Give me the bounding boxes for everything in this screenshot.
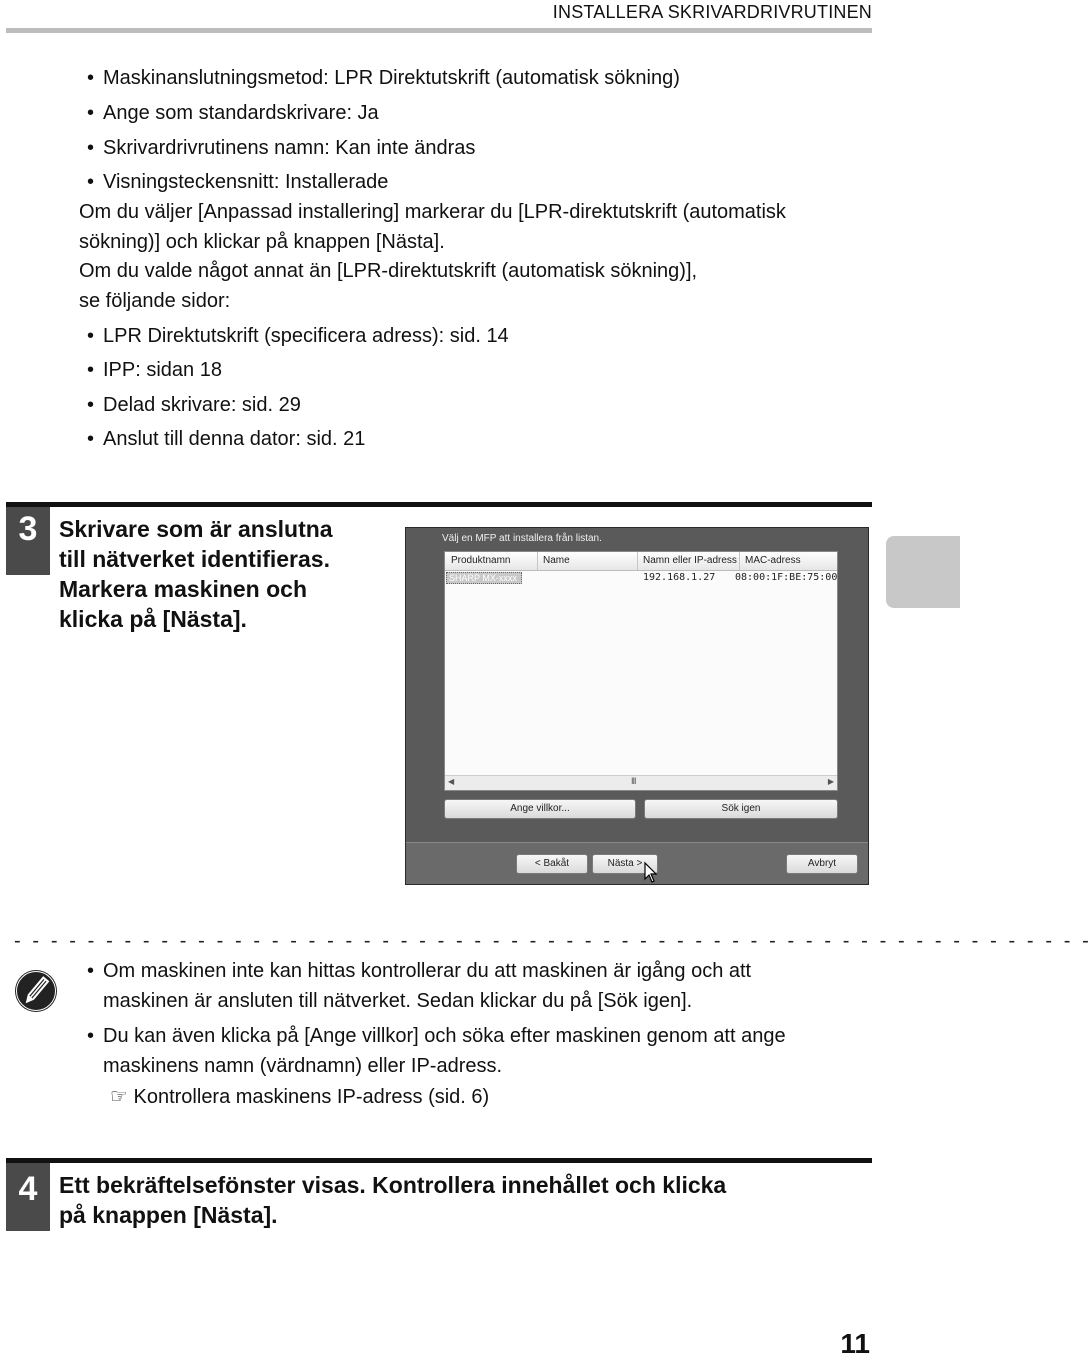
reference-text: Kontrollera maskinens IP-adress (sid. 6) [133,1086,490,1108]
column-header-mac[interactable]: MAC-adress [745,555,801,566]
scroll-thumb-grip[interactable]: III [631,776,636,786]
back-button[interactable]: < Bakåt [516,854,588,874]
step-rule [6,1158,872,1163]
column-separator [637,552,638,570]
step-instruction: Ett bekräftelsefönster visas. Kontrollera innehållet och klicka [59,1172,727,1198]
step-instruction: klicka på [Nästa]. [59,606,247,632]
scroll-left-icon[interactable]: ◀ [448,777,455,786]
step-instruction: Skrivare som är anslutna [59,516,333,542]
list-item: • Ange som standardskrivare: Ja [87,102,379,124]
list-item: • Skrivardrivrutinens namn: Kan inte ändras [87,137,476,159]
product-cell-selected[interactable]: SHARP MX-xxxx [446,572,522,584]
chapter-side-tab [886,536,960,608]
step-instruction: på knappen [Nästa]. [59,1202,278,1228]
list-item: • Visningsteckensnitt: Installerade [87,171,389,193]
scroll-right-icon[interactable]: ▶ [827,777,834,786]
dashed-divider: - - - - - - - - - - - - - - - - - - - - - - - - - - - - - - - - - - - - - - - - - - - - - - - - - - - - - - - - - - - [14,930,1092,952]
paragraph-line: se följande sidor: [79,290,231,312]
ip-cell: 192.168.1.27 [643,572,716,583]
column-header-ip[interactable]: Namn eller IP-adress [643,555,737,566]
next-button[interactable]: Nästa > [592,854,658,874]
header-rule [6,28,872,33]
paragraph-line: sökning)] och klickar på knappen [Nästa]. [79,231,445,253]
printer-select-dialog [405,527,869,885]
note-pencil-icon [14,969,58,1013]
step-number: 4 [6,1163,50,1231]
note-line: maskinen är ansluten till nätverket. Sedan klickar du på [Sök igen]. [103,990,693,1012]
running-header: INSTALLERA SKRIVARDRIVRUTINEN [552,2,872,22]
conditions-button[interactable]: Ange villkor... [444,799,636,819]
horizontal-scrollbar[interactable] [445,775,837,790]
page-number: 11 [840,1328,870,1359]
step-instruction: till nätverket identifieras. [59,546,330,572]
reference-line [110,1081,489,1112]
table-row[interactable] [445,572,837,584]
list-item: • Anslut till denna dator: sid. 21 [87,428,366,450]
list-item: • Delad skrivare: sid. 29 [87,394,301,416]
dialog-button-bar [406,843,868,884]
paragraph-line: Om du väljer [Anpassad installering] markerar du [LPR-direktutskrift (automatisk [79,201,786,223]
step-number: 3 [6,507,50,575]
list-item: • Maskinanslutningsmetod: LPR Direktutskrift (automatisk sökning) [87,67,680,89]
column-separator [739,552,740,570]
pointing-hand-icon: ☞ [110,1084,128,1108]
note-bullet: • Du kan även klicka på [Ange villkor] och söka efter maskinen genom att ange [87,1025,786,1047]
mac-cell: 08:00:1F:BE:75:00 [735,572,838,583]
note-line: maskinens namn (värdnamn) eller IP-adress. [103,1055,503,1077]
list-header [445,552,837,571]
step-rule [6,502,872,507]
step-instruction: Markera maskinen och [59,576,308,602]
note-bullet: • Om maskinen inte kan hittas kontrollerar du att maskinen är igång och att [87,960,752,982]
list-item: • IPP: sidan 18 [87,359,222,381]
printer-list[interactable] [444,551,838,791]
paragraph-line: Om du valde något annat än [LPR-direktutskrift (automatisk sökning)], [79,260,698,282]
list-item: • LPR Direktutskrift (specificera adress): sid. 14 [87,325,509,347]
cancel-button[interactable]: Avbryt [786,854,858,874]
mouse-pointer-icon [644,862,658,884]
dialog-title: Välj en MFP att installera från listan. [442,533,602,544]
column-header-name[interactable]: Name [543,555,570,566]
search-again-button[interactable]: Sök igen [644,799,838,819]
column-separator [537,552,538,570]
column-header-product[interactable]: Produktnamn [451,555,511,566]
